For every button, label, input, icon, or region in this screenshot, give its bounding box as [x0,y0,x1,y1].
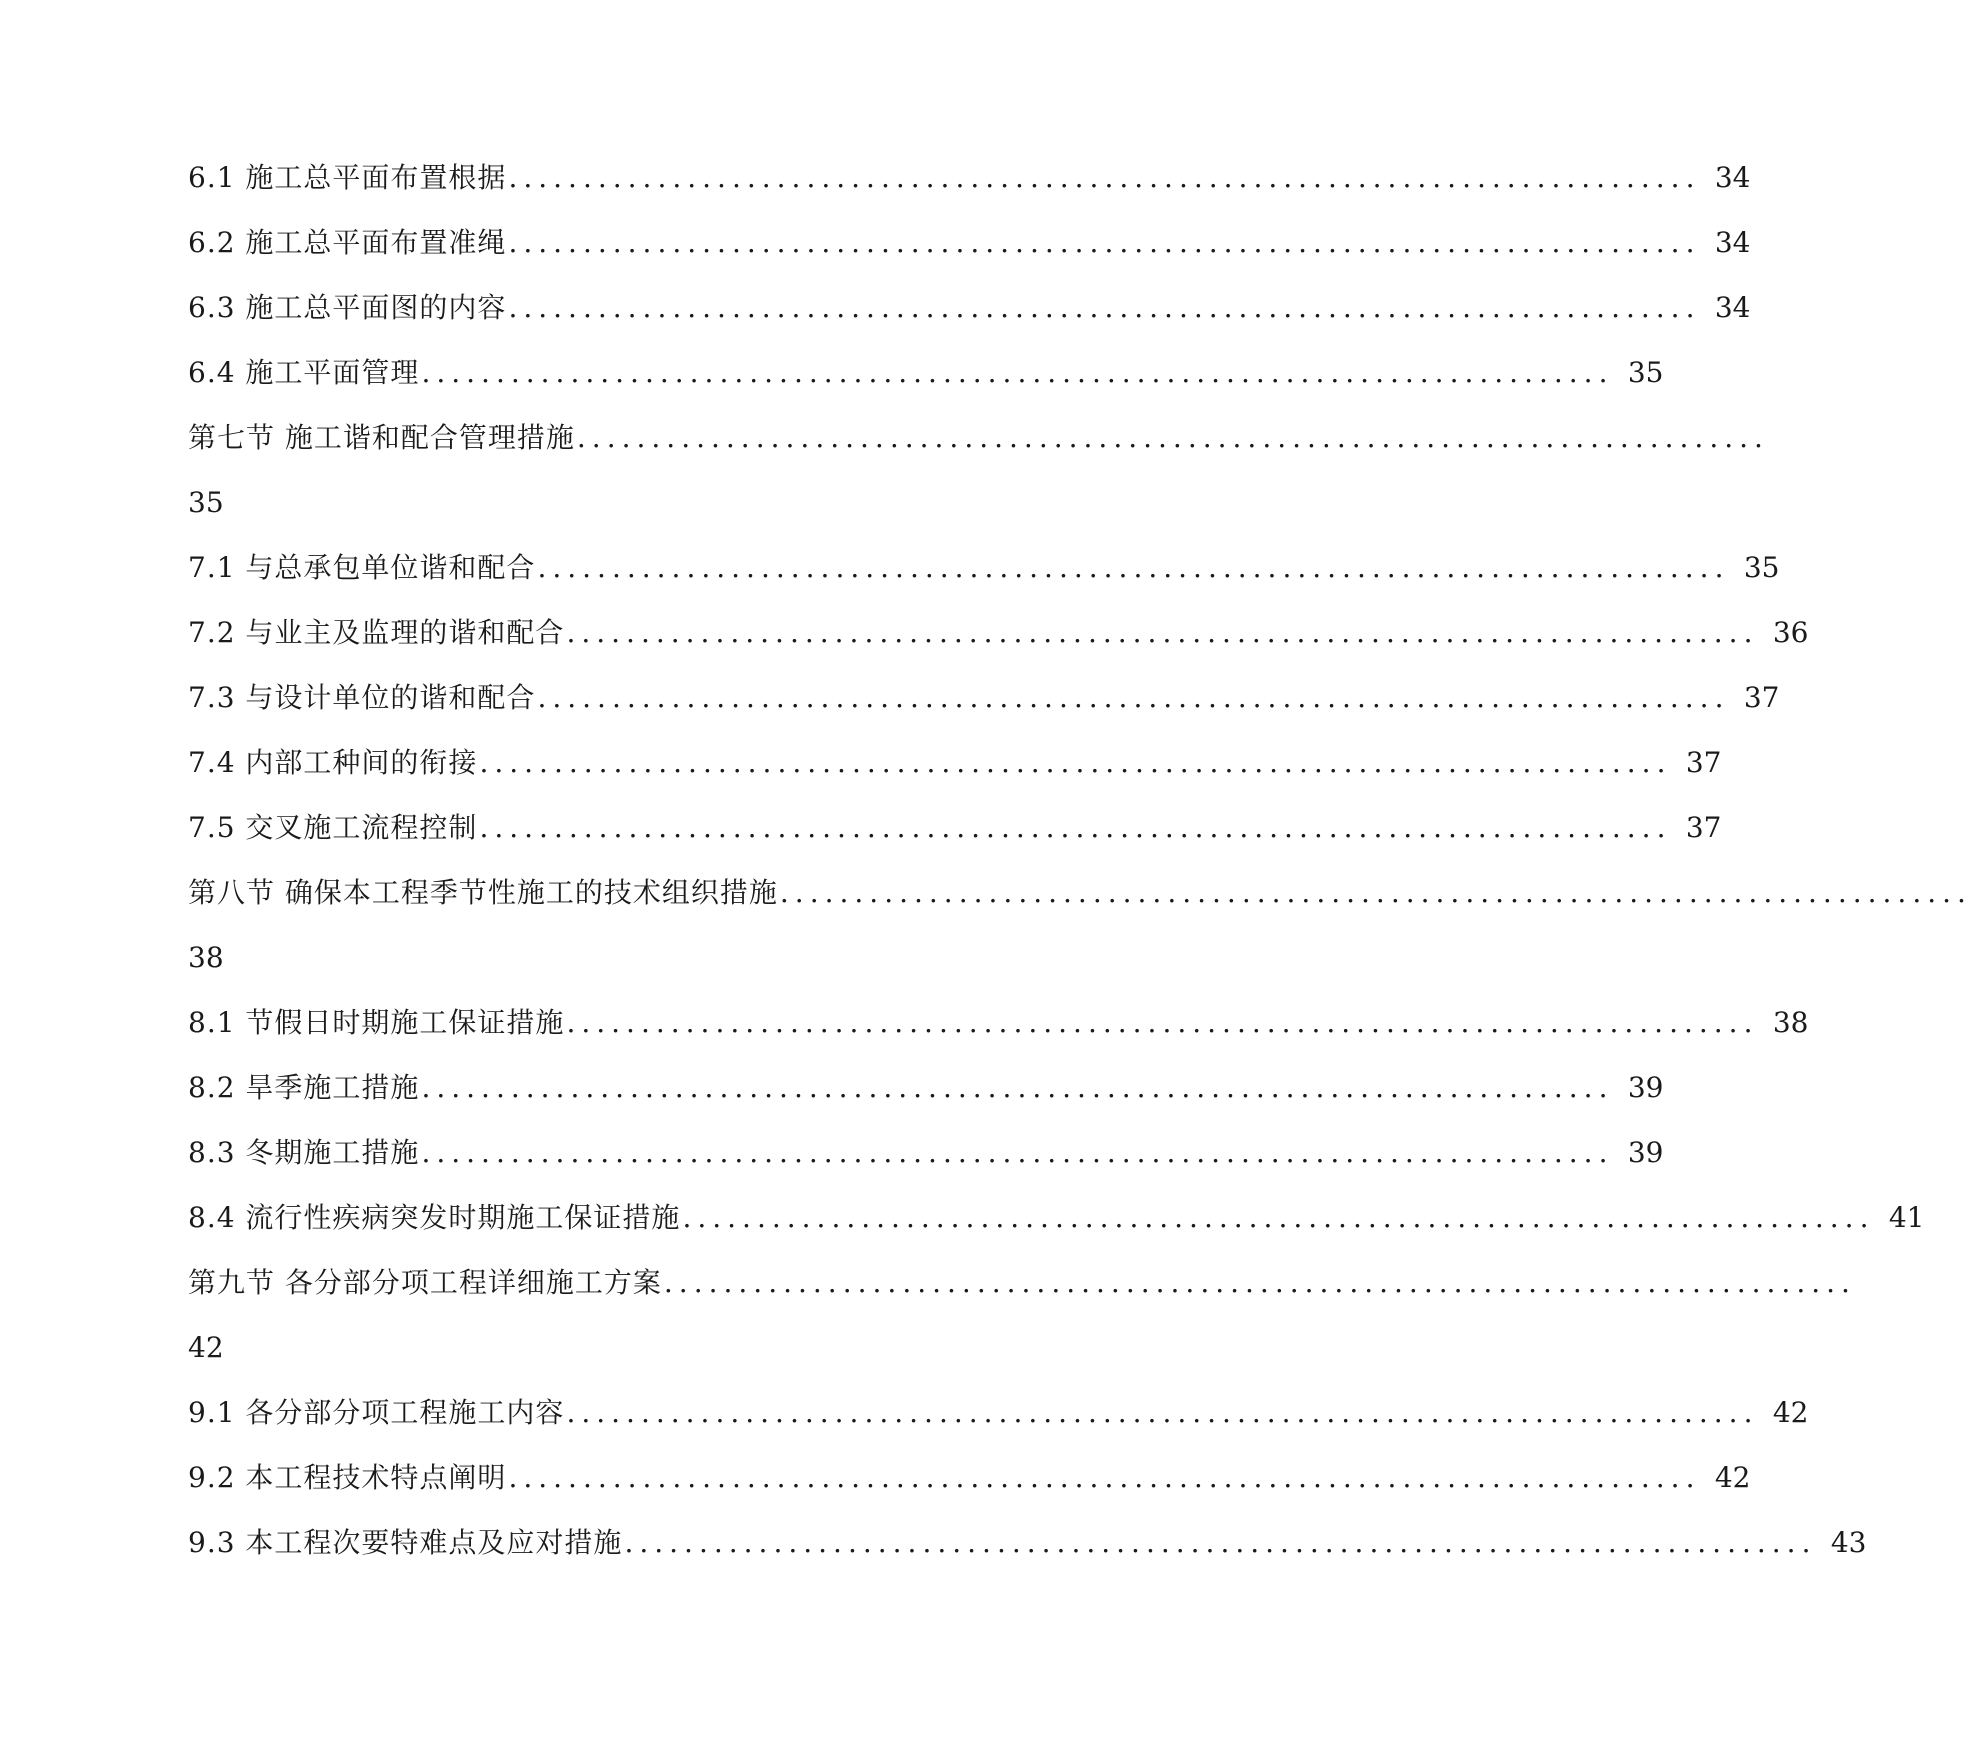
toc-section-page: 42 [188,1331,224,1364]
toc-entry-title: 7.4 内部工种间的衔接 [188,746,478,779]
toc-dot-leader: ................................................................................ [566,616,1759,649]
toc-entry-title: 6.2 施工总平面布置准绳 [188,226,507,259]
toc-section-8[interactable] [188,873,1972,938]
toc-dot-leader: ................................................................................ [508,226,1701,259]
toc-dot-leader: ................................................................................ [566,1006,1759,1039]
toc-entry-title: 7.2 与业主及监理的谐和配合 [188,616,565,649]
toc-entry-page: 34 [1714,226,1751,259]
toc-entry-8-2[interactable] [188,1068,1664,1133]
toc-section-8-page-line [188,938,1068,1003]
toc-entry-page: 37 [1685,811,1722,844]
toc-dot-leader: ................................................................................ [508,161,1701,194]
toc-dot-leader: ................................................................................ [508,291,1701,324]
toc-section-page: 35 [188,486,224,519]
toc-entry-title: 6.4 施工平面管理 [188,356,420,389]
toc-entry-title: 7.1 与总承包单位谐和配合 [188,551,536,584]
toc-dot-leader: ................................................................................ [421,1136,1614,1169]
toc-entry-page: 43 [1830,1526,1867,1559]
toc-entry-6-3[interactable] [188,288,1751,353]
toc-entry-title: 7.3 与设计单位的谐和配合 [188,681,536,714]
toc-section-7[interactable] [188,418,1769,483]
toc-entry-page: 36 [1772,616,1809,649]
toc-section-title: 第九节 各分部分项工程详细施工方案 [188,1266,662,1299]
toc-entry-page: 39 [1627,1071,1664,1104]
toc-dot-leader: ................................................................................ [479,811,1672,844]
toc-entry-title: 7.5 交叉施工流程控制 [188,811,478,844]
toc-dot-leader: ................................................................................ [779,876,1972,909]
toc-entry-page: 34 [1714,161,1751,194]
toc-entry-page: 42 [1772,1396,1809,1429]
toc-entry-9-1[interactable] [188,1393,1809,1458]
toc-entry-9-3[interactable] [188,1523,1867,1588]
toc-entry-9-2[interactable] [188,1458,1751,1523]
toc-section-9[interactable] [188,1263,1856,1328]
toc-entry-8-3[interactable] [188,1133,1664,1198]
toc-entry-6-2[interactable] [188,223,1751,288]
toc-entry-title: 8.1 节假日时期施工保证措施 [188,1006,565,1039]
toc-entry-page: 34 [1714,291,1751,324]
toc-entry-title: 8.4 流行性疾病突发时期施工保证措施 [188,1201,681,1234]
toc-entry-page: 35 [1743,551,1780,584]
toc-section-9-page-line [188,1328,1068,1393]
toc-entry-6-1[interactable] [188,158,1751,223]
toc-entry-7-3[interactable] [188,678,1780,743]
toc-entry-title: 8.2 旱季施工措施 [188,1071,420,1104]
toc-entry-7-5[interactable] [188,808,1722,873]
toc-dot-leader: ................................................................................ [479,746,1672,779]
toc-dot-leader: ................................................................................ [682,1201,1875,1234]
toc-entry-8-1[interactable] [188,1003,1809,1068]
toc-entry-page: 42 [1714,1461,1751,1494]
toc-entry-title: 8.3 冬期施工措施 [188,1136,420,1169]
toc-dot-leader: ................................................................................ [508,1461,1701,1494]
toc-entry-page: 35 [1627,356,1664,389]
toc-entry-7-2[interactable] [188,613,1809,678]
toc-dot-leader: ................................................................................ [566,1396,1759,1429]
toc-section-title: 第七节 施工谐和配合管理措施 [188,421,575,454]
toc-entry-title: 6.1 施工总平面布置根据 [188,161,507,194]
toc-entry-page: 39 [1627,1136,1664,1169]
toc-entry-6-4[interactable] [188,353,1664,418]
toc-entry-page: 37 [1743,681,1780,714]
toc-section-7-page-line [188,483,1068,548]
toc-entry-title: 9.3 本工程次要特难点及应对措施 [188,1526,623,1559]
toc-dot-leader: ................................................................................ [576,421,1769,454]
toc-entry-7-4[interactable] [188,743,1722,808]
toc-dot-leader: ................................................................................ [421,1071,1614,1104]
toc-entry-8-4[interactable] [188,1198,1925,1263]
toc-section-title: 第八节 确保本工程季节性施工的技术组织措施 [188,876,778,909]
toc-dot-leader: ................................................................................ [537,551,1730,584]
toc-entry-page: 38 [1772,1006,1809,1039]
toc-entry-title: 9.2 本工程技术特点阐明 [188,1461,507,1494]
toc-entry-title: 6.3 施工总平面图的内容 [188,291,507,324]
toc-dot-leader: ................................................................................ [537,681,1730,714]
toc-dot-leader: ................................................................................ [421,356,1614,389]
table-of-contents [188,158,1972,1588]
toc-dot-leader: ................................................................................ [663,1266,1856,1299]
toc-section-page: 38 [188,941,224,974]
toc-entry-title: 9.1 各分部分项工程施工内容 [188,1396,565,1429]
toc-entry-page: 41 [1888,1201,1925,1234]
toc-dot-leader: ................................................................................ [624,1526,1817,1559]
toc-entry-page: 37 [1685,746,1722,779]
toc-entry-7-1[interactable] [188,548,1780,613]
